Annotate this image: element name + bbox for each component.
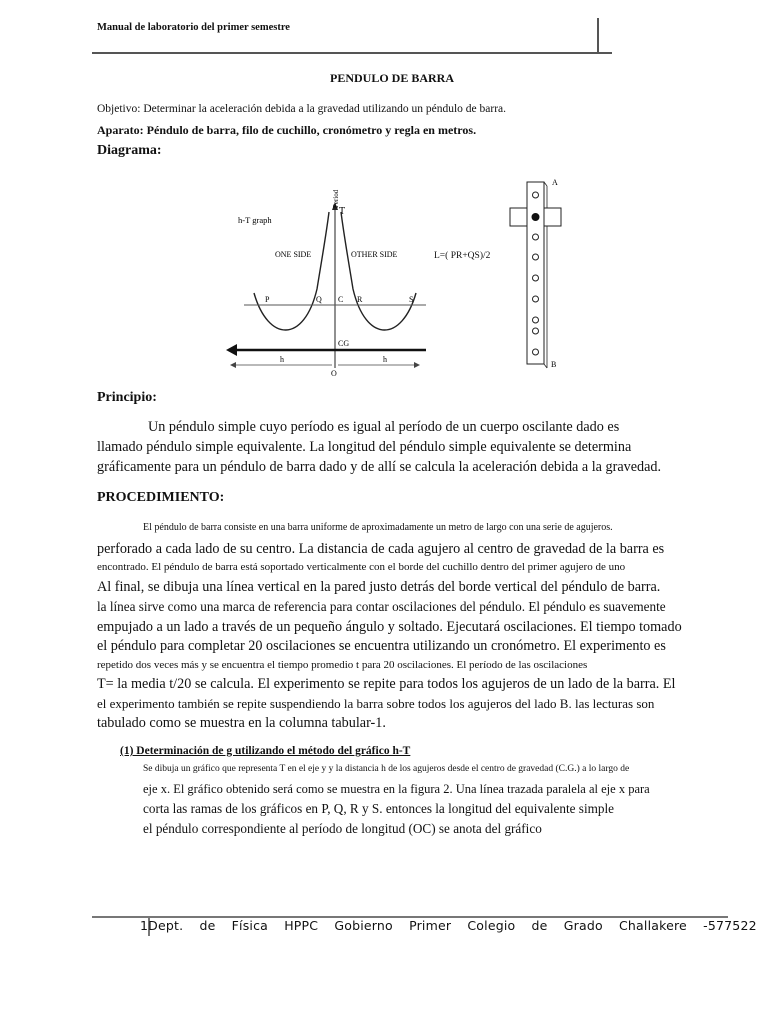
graph-t-label: T <box>339 206 346 217</box>
graph-h-right-label: h <box>383 355 387 364</box>
method-line: eje x. El gráfico obtenido será como se muestra en la figura 2. Una línea trazada paralela al eje x para <box>143 782 650 796</box>
bar-hole <box>533 349 539 355</box>
method-line: el péndulo correspondiente al período de longitud (OC) se anota del gráfico <box>143 821 542 836</box>
graph-one-side-label: ONE SIDE <box>275 250 312 259</box>
procedure-line: la línea sirve como una marca de referencia para contar oscilaciones del péndulo. El péndulo es suavemente <box>97 599 666 614</box>
procedure-line: encontrado. El péndulo de barra está soportado verticalmente con el borde del cuchillo dentro del primer agujero de uno <box>97 561 626 573</box>
graph-point-p: P <box>265 295 270 304</box>
graph-h-right-arrow <box>414 362 420 368</box>
knife-edge-left <box>510 208 527 226</box>
page-title: PENDULO DE BARRA <box>330 71 455 85</box>
equivalent-length-formula: L=( PR+QS)/2 <box>434 251 491 261</box>
principle-line: gráficamente para un péndulo de barra dado y de allí se calcula la aceleración debida a la gravedad. <box>97 459 662 475</box>
graph-origin-label: O <box>331 369 337 378</box>
header-divider-tick <box>597 18 599 54</box>
procedure-line: el péndulo para completar 20 oscilaciones se encuentra utilizando un cronómetro. El experimento es <box>97 638 666 654</box>
procedure-line: perforado a cada lado de su centro. La distancia de cada agujero al centro de gravedad de la barra es <box>97 541 665 557</box>
graph-right-curve <box>341 212 416 330</box>
graph-point-r: R <box>357 295 363 304</box>
procedure-line: El péndulo de barra consiste en una barra uniforme de aproximadamente un metro de largo con una serie de agujeros. <box>143 522 613 533</box>
graph-h-axis-arrow-left <box>226 344 237 356</box>
bar-hole <box>533 328 539 334</box>
graph-other-side-label: OTHER SIDE <box>351 250 398 259</box>
procedure-line: empujado a un lado a través de un pequeño ángulo y soltado. Ejecutará oscilaciones. El tiempo tomado <box>97 619 682 635</box>
bar-hole <box>533 296 539 302</box>
procedure-line: tabulado como se muestra en la columna tabular-1. <box>97 715 386 731</box>
principle-line: Un péndulo simple cuyo período es igual al período de un cuerpo oscilante dado es <box>148 419 620 435</box>
bar-hole <box>533 254 539 260</box>
graph-h-left-label: h <box>280 355 284 364</box>
procedure-line: Al final, se dibuja una línea vertical en la pared justo detrás del borde vertical del péndulo de barra. <box>97 579 661 595</box>
graph-point-s: S <box>409 295 414 304</box>
h-t-graph <box>220 172 430 378</box>
diagram-heading: Diagrama: <box>97 143 162 158</box>
procedure-line: el experimento también se repite suspendiendo la barra sobre todos los agujeros del lado B. las lecturas son <box>97 696 655 711</box>
header-rule <box>92 52 612 54</box>
principle-line: llamado péndulo simple equivalente. La longitud del péndulo simple equivalente se determina <box>97 439 632 455</box>
pendulum-bar-edge-bottom <box>544 364 547 368</box>
procedure-line: T= la media t/20 se calcula. El experimento se repite para todos los agujeros de un lado de la barra. El <box>97 676 676 692</box>
procedure-heading: PROCEDIMIENTO: <box>97 490 225 505</box>
bar-hole <box>533 317 539 323</box>
bar-label-b: B <box>551 360 557 369</box>
method-line: Se dibuja un gráfico que representa T en el eje y y la distancia h de los agujeros desde el centro de gravedad (C.G.) a lo largo de <box>143 764 630 774</box>
graph-period-label: Period <box>332 189 340 208</box>
graph-cg-label: CG <box>338 339 350 348</box>
graph-point-q: Q <box>316 295 322 304</box>
graph-caption: h-T graph <box>238 215 272 225</box>
principle-heading: Principio: <box>97 390 157 405</box>
graph-left-curve <box>254 212 329 330</box>
bar-hole <box>533 192 539 198</box>
apparatus-text: Aparato: Péndulo de barra, filo de cuchillo, cronómetro y regla en metros. <box>97 123 477 137</box>
page-footer: 1Dept. de Física HPPC Gobierno Primer Colegio de Grado Challakere -577522 <box>140 918 757 933</box>
bar-label-a: A <box>552 178 558 187</box>
page-header: Manual de laboratorio del primer semestre <box>97 22 290 33</box>
graph-point-c: C <box>338 295 344 304</box>
procedure-line: repetido dos veces más y se encuentra el tiempo promedio t para 20 oscilaciones. El período de las oscilaciones <box>97 659 588 671</box>
bar-hole <box>533 275 539 281</box>
graph-h-left-arrow <box>230 362 236 368</box>
bar-pendulum-diagram <box>505 172 575 372</box>
knife-edge-right <box>544 208 561 226</box>
pendulum-bar <box>527 182 544 364</box>
objective-text: Objetivo: Determinar la aceleración debida a la gravedad utilizando un péndulo de barra. <box>97 103 507 115</box>
method-heading: (1) Determinación de g utilizando el método del gráfico h-T <box>120 745 411 757</box>
bar-hole-suspension <box>532 214 539 221</box>
method-line: corta las ramas de los gráficos en P, Q, R y S. entonces la longitud del equivalente simple <box>143 801 614 816</box>
bar-hole <box>533 234 539 240</box>
